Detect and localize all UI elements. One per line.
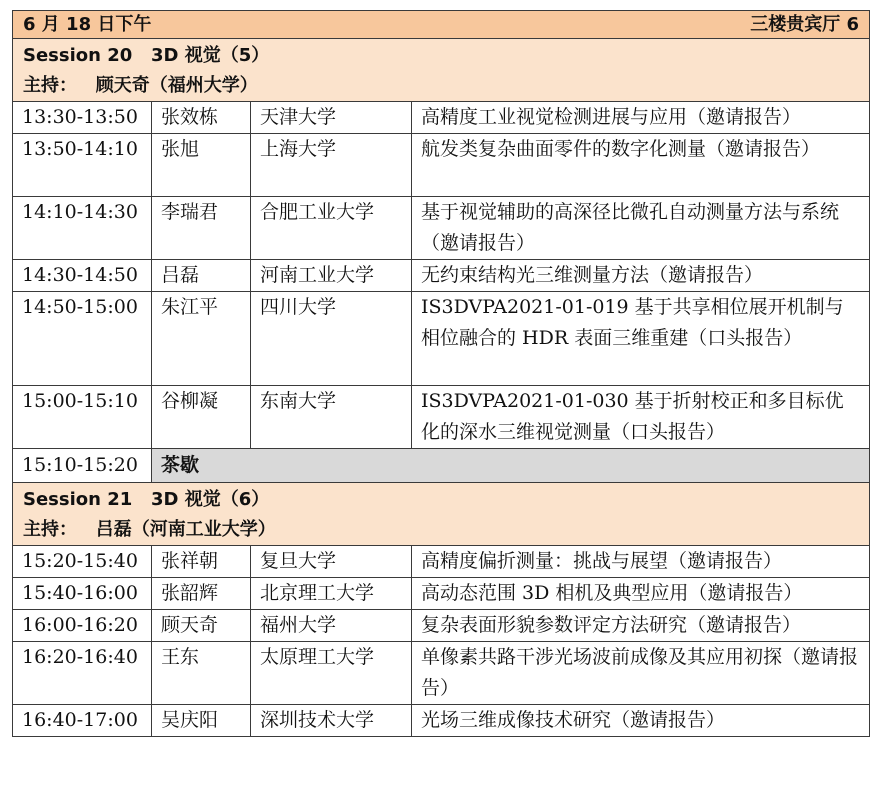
talk-time: 14:50-15:00 — [13, 292, 152, 386]
talk-time: 16:00-16:20 — [13, 610, 152, 642]
talk-speaker: 张效栋 — [152, 102, 251, 134]
table-row — [13, 386, 870, 449]
talk-time: 14:10-14:30 — [13, 197, 152, 260]
talk-title: 高精度偏折测量：挑战与展望（邀请报告） — [412, 546, 870, 578]
talk-title: IS3DVPA2021-01-019 基于共享相位展开机制与相位融合的 HDR 表面三维重建（口头报告） — [412, 292, 870, 386]
talk-title: 高动态范围 3D 相机及典型应用（邀请报告） — [412, 578, 870, 610]
talk-affiliation: 河南工业大学 — [251, 260, 412, 292]
talk-speaker: 谷柳凝 — [152, 386, 251, 449]
talk-speaker: 张韶辉 — [152, 578, 251, 610]
talk-title: 航发类复杂曲面零件的数字化测量（邀请报告） — [412, 134, 870, 197]
talk-affiliation: 四川大学 — [251, 292, 412, 386]
session-header — [13, 483, 870, 546]
break-label: 茶歇 — [152, 449, 870, 483]
talk-speaker: 张旭 — [152, 134, 251, 197]
talk-time: 13:50-14:10 — [13, 134, 152, 197]
table-row — [13, 705, 870, 737]
session-number: Session 21 — [23, 489, 133, 510]
talk-time: 16:20-16:40 — [13, 642, 152, 705]
session-topic: 3D 视觉（5） — [151, 45, 270, 66]
talk-title: 基于视觉辅助的高深径比微孔自动测量方法与系统（邀请报告） — [412, 197, 870, 260]
session-number: Session 20 — [23, 45, 133, 66]
talk-affiliation: 福州大学 — [251, 610, 412, 642]
talk-title: 高精度工业视觉检测进展与应用（邀请报告） — [412, 102, 870, 134]
talk-speaker: 张祥朝 — [152, 546, 251, 578]
talk-affiliation: 复旦大学 — [251, 546, 412, 578]
talk-title: 无约束结构光三维测量方法（邀请报告） — [412, 260, 870, 292]
talk-speaker: 朱江平 — [152, 292, 251, 386]
talk-time: 14:30-14:50 — [13, 260, 152, 292]
banner-venue: 三楼贵宾厅 6 — [750, 14, 860, 35]
talk-title: IS3DVPA2021-01-030 基于折射校正和多目标优化的深水三维视觉测量（口头报告） — [412, 386, 870, 449]
talk-affiliation: 上海大学 — [251, 134, 412, 197]
talk-speaker: 吴庆阳 — [152, 705, 251, 737]
schedule-table — [12, 10, 870, 737]
table-row — [13, 260, 870, 292]
talk-time: 15:40-16:00 — [13, 578, 152, 610]
banner-date: 6 月 18 日下午 — [23, 14, 152, 35]
talk-affiliation: 天津大学 — [251, 102, 412, 134]
talk-time: 13:30-13:50 — [13, 102, 152, 134]
talk-affiliation: 东南大学 — [251, 386, 412, 449]
talk-affiliation: 深圳技术大学 — [251, 705, 412, 737]
talk-affiliation: 北京理工大学 — [251, 578, 412, 610]
table-row — [13, 292, 870, 386]
talk-title: 单像素共路干涉光场波前成像及其应用初探（邀请报告） — [412, 642, 870, 705]
session-header — [13, 39, 870, 102]
talk-time: 16:40-17:00 — [13, 705, 152, 737]
table-row — [13, 546, 870, 578]
talk-speaker: 李瑞君 — [152, 197, 251, 260]
table-row — [13, 197, 870, 260]
schedule-document — [12, 10, 869, 737]
table-row — [13, 610, 870, 642]
talk-speaker: 吕磊 — [152, 260, 251, 292]
break-row — [13, 449, 870, 483]
talk-time: 15:20-15:40 — [13, 546, 152, 578]
table-row — [13, 578, 870, 610]
session-chair: 主持： 顾天奇（福州大学） — [23, 75, 258, 96]
table-row — [13, 642, 870, 705]
talk-speaker: 王东 — [152, 642, 251, 705]
talk-speaker: 顾天奇 — [152, 610, 251, 642]
talk-title: 光场三维成像技术研究（邀请报告） — [412, 705, 870, 737]
talk-affiliation: 合肥工业大学 — [251, 197, 412, 260]
table-row — [13, 134, 870, 197]
session-topic: 3D 视觉（6） — [151, 489, 270, 510]
talk-title: 复杂表面形貌参数评定方法研究（邀请报告） — [412, 610, 870, 642]
table-row — [13, 102, 870, 134]
talk-time: 15:00-15:10 — [13, 386, 152, 449]
break-time: 15:10-15:20 — [13, 449, 152, 483]
session-chair: 主持： 吕磊（河南工业大学） — [23, 519, 276, 540]
talk-affiliation: 太原理工大学 — [251, 642, 412, 705]
day-banner — [13, 11, 870, 39]
